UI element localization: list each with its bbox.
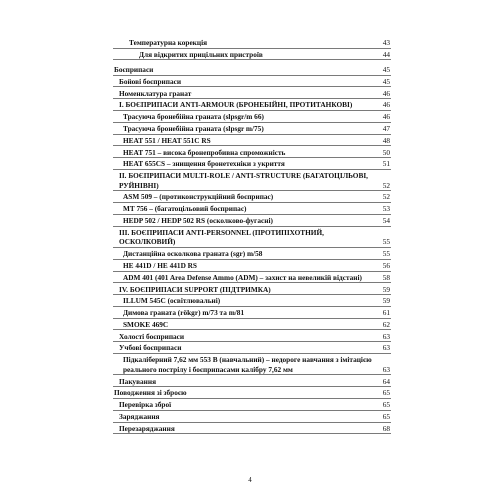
- table-of-contents: [113, 38, 391, 436]
- page-number: 4: [248, 476, 252, 484]
- toc-entry[interactable]: [113, 332, 391, 343]
- toc-entry-page: 56: [382, 260, 390, 270]
- toc-entry-title: HEAT 655CS – знищення бронетехніки з укриття: [123, 159, 285, 169]
- toc-entry[interactable]: [113, 159, 391, 170]
- toc-entry-page: 45: [382, 65, 390, 75]
- toc-entry[interactable]: [113, 136, 391, 147]
- toc-entry-title: Перезаряджання: [119, 423, 175, 433]
- toc-entry-title: Перевірка зброї: [119, 400, 172, 410]
- toc-entry[interactable]: [113, 100, 391, 111]
- toc-entry-title: Дистанційна осколкова граната (sgr) m/58: [123, 249, 263, 259]
- toc-entry-title: Підкаліберний 7,62 мм 553 B (навчальний) – недороге навчання з імітацією реального пострілу і боєприпасами калібру 7,62 мм: [123, 355, 372, 374]
- toc-entry[interactable]: [113, 261, 391, 272]
- toc-entry-title: IV. БОЄПРИПАСИ SUPPORT (ПІДТРИМКА): [119, 284, 271, 294]
- toc-entry[interactable]: [113, 216, 391, 227]
- toc-entry[interactable]: [113, 89, 391, 100]
- toc-entry[interactable]: [113, 65, 391, 76]
- toc-entry-page: 43: [382, 38, 390, 47]
- toc-entry-page: 65: [382, 400, 390, 410]
- toc-entry-page: 68: [382, 423, 390, 433]
- toc-entry[interactable]: [113, 320, 391, 331]
- toc-entry-page: 63: [382, 343, 390, 353]
- toc-entry[interactable]: [113, 228, 391, 248]
- toc-entry-page: 64: [382, 376, 390, 386]
- toc-entry[interactable]: [113, 285, 391, 296]
- toc-entry-title: Заряджання: [119, 411, 160, 421]
- toc-entry-title: I. БОЄПРИПАСИ ANTI-ARMOUR (БРОНЕБІЙНІ, ПРОТИТАНКОВІ): [119, 100, 353, 110]
- toc-entry-title: HEAT 551 / HEAT 551C RS: [123, 135, 211, 145]
- toc-entry-page: 46: [382, 100, 390, 110]
- toc-entry[interactable]: [113, 343, 391, 354]
- toc-entry-page: 47: [382, 123, 390, 133]
- toc-entry-title: Учбові боєприпаси: [119, 343, 182, 353]
- toc-entry-title: ILLUM 545C (освітлювальні): [123, 296, 221, 306]
- toc-entry-page: 48: [382, 135, 390, 145]
- toc-entry-page: 55: [382, 249, 390, 259]
- toc-entry-title: Димова граната (rökgr) m/73 та m/81: [123, 308, 245, 318]
- toc-entry-page: 61: [382, 308, 390, 318]
- toc-entry[interactable]: [113, 377, 391, 388]
- toc-entry-page: 54: [382, 216, 390, 226]
- toc-entry[interactable]: [113, 412, 391, 423]
- toc-entry[interactable]: [113, 204, 391, 215]
- toc-entry-title: Холості боєприпаси: [119, 331, 185, 341]
- toc-entry-title: II. БОЄПРИПАСИ MULTI-ROLE / ANTI-STRUCTURE (БАГАТОЦІЛЬОВІ, РУЙНІВНІ): [119, 171, 368, 190]
- toc-entry-page: 52: [382, 192, 390, 202]
- toc-entry-page: 52: [382, 180, 390, 190]
- toc-entry[interactable]: [113, 296, 391, 307]
- toc-entry[interactable]: [113, 50, 391, 61]
- toc-entry-page: 44: [382, 49, 390, 59]
- toc-entry-title: Бойові боєприпаси: [119, 76, 182, 86]
- toc-entry-page: 62: [382, 319, 390, 329]
- toc-entry-page: 53: [382, 204, 390, 214]
- toc-entry-page: 55: [382, 237, 390, 247]
- toc-entry-page: 50: [382, 147, 390, 157]
- toc-entry-title: Номенклатура гранат: [119, 88, 192, 98]
- toc-entry-page: 65: [382, 388, 390, 398]
- toc-entry-page: 59: [382, 296, 390, 306]
- toc-entry-title: III. БОЄПРИПАСИ ANTI-PERSONNEL (ПРОТИПІХОТНИЙ, ОСКОЛКОВИЙ): [119, 227, 324, 247]
- toc-entry-title: SMOKE 469C: [123, 319, 169, 329]
- toc-entry-page: 65: [382, 411, 390, 421]
- toc-entry-title: Температурна корекція: [129, 38, 208, 47]
- toc-entry[interactable]: [113, 308, 391, 319]
- toc-entry[interactable]: [113, 112, 391, 123]
- toc-entry-page: 59: [382, 284, 390, 294]
- toc-entry-title: Пакування: [119, 376, 157, 386]
- toc-entry[interactable]: [113, 124, 391, 135]
- toc-entry[interactable]: [113, 171, 391, 191]
- toc-entry-title: Поводження зі зброєю: [114, 388, 187, 398]
- toc-entry-page: 63: [382, 364, 390, 374]
- toc-entry-page: 63: [382, 331, 390, 341]
- toc-entry-title: Трасуюча бронебійна граната (slpsgr/m 66): [123, 112, 264, 122]
- toc-entry-page: 46: [382, 88, 390, 98]
- toc-entry-page: 45: [382, 76, 390, 86]
- toc-entry[interactable]: [113, 400, 391, 411]
- toc-entry-title: ADM 401 (401 Area Defense Ammo (ADM) – захист на невеликій відстані): [123, 272, 362, 282]
- toc-entry[interactable]: [113, 38, 391, 49]
- toc-entry[interactable]: [113, 388, 391, 399]
- toc-entry[interactable]: [113, 249, 391, 260]
- toc-entry-title: HE 441D / HE 441D RS: [123, 260, 197, 270]
- toc-entry[interactable]: [113, 273, 391, 284]
- toc-entry[interactable]: [113, 77, 391, 88]
- toc-entry-title: HEAT 751 – висока бронепробивна спроможність: [123, 147, 286, 157]
- toc-entry[interactable]: [113, 192, 391, 203]
- toc-entry-title: Боєприпаси: [114, 65, 154, 75]
- toc-entry-page: 46: [382, 112, 390, 122]
- toc-entry-page: 58: [382, 272, 390, 282]
- toc-entry-title: HEDP 502 / HEDP 502 RS (осколково-фугасні): [123, 216, 273, 226]
- toc-entry-title: Для відкритих прицільних пристроїв: [139, 49, 263, 59]
- toc-entry-page: 51: [382, 159, 390, 169]
- toc-entry[interactable]: [113, 424, 391, 435]
- toc-entry[interactable]: [113, 148, 391, 159]
- toc-entry-title: Трасуюча бронебійна граната (slpsgr m/75): [123, 123, 264, 133]
- toc-entry[interactable]: [113, 355, 391, 375]
- toc-entry-title: ASM 509 – (протиконструкційний боєприпас): [123, 192, 274, 202]
- toc-entry-title: MT 756 – (багатоцільовий боєприпас): [123, 204, 247, 214]
